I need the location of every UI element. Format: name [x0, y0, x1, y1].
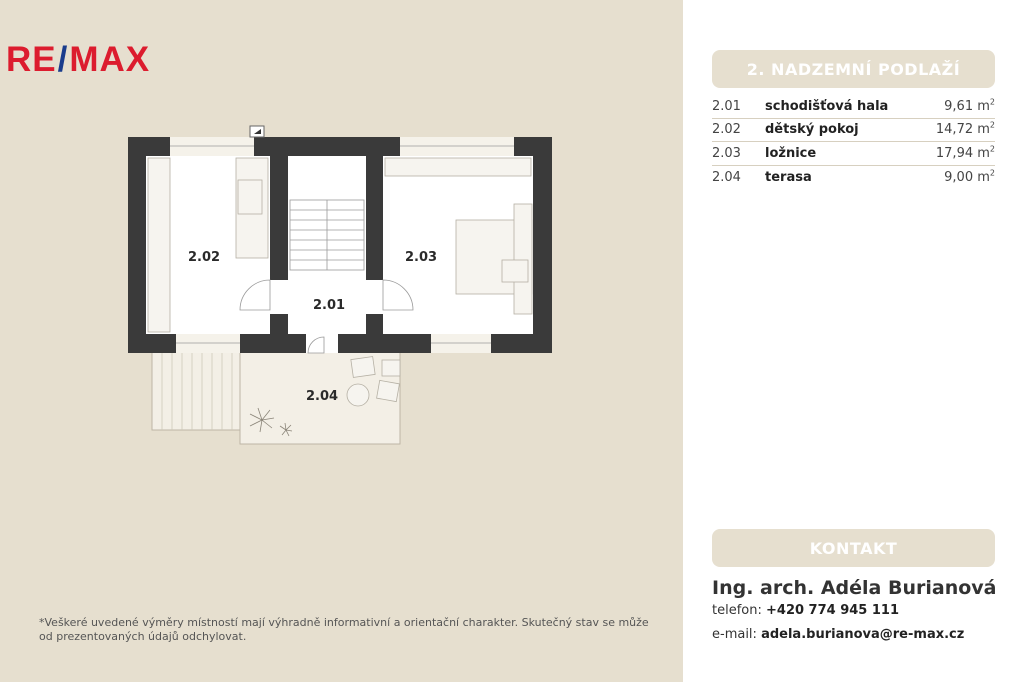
- floor-plan: [110, 120, 580, 460]
- email-line: [712, 627, 964, 642]
- room-area: 9,61 $m^2$: [944, 97, 995, 114]
- logo-slash: /: [57, 40, 69, 79]
- room-area: 17,94 $m^2$: [935, 144, 995, 161]
- room-area: 14,72 $m^2$: [935, 120, 995, 138]
- room-row: [712, 119, 995, 143]
- room-row: [712, 95, 995, 119]
- room-row: [712, 166, 995, 190]
- room-code: 2.01: [712, 98, 741, 114]
- remax-logo: [6, 40, 150, 80]
- room-code: 2.03: [712, 145, 741, 161]
- floor-plan-drawing: [110, 120, 580, 460]
- plan-label-201: 2.01: [313, 298, 346, 313]
- room-name: dětský pokoj: [765, 122, 859, 138]
- room-name: terasa: [765, 169, 812, 185]
- email-link[interactable]: adela.burianova@re-max.cz: [761, 627, 965, 642]
- plan-label-204: 2.04: [306, 389, 339, 404]
- room-code: 2.02: [712, 122, 741, 138]
- floor-title: 2. NADZEMNÍ PODLAŽÍ: [712, 50, 995, 88]
- email-label: e-mail:: [712, 627, 757, 642]
- logo-part-re: RE: [6, 40, 57, 79]
- room-row: [712, 142, 995, 166]
- room-name: ložnice: [765, 145, 817, 161]
- phone-label: telefon:: [712, 603, 762, 618]
- logo-part-max: MAX: [69, 40, 151, 79]
- room-table: [712, 95, 995, 189]
- plan-label-202: 2.02: [188, 250, 221, 265]
- agent-name: Ing. arch. Adéla Burianová: [712, 577, 997, 599]
- disclaimer: *Veškeré uvedené výměry místností mají výhradně informativní a orientační charakter. Skutečný stav se může od prezentovaných údajů odchylovat.: [39, 616, 649, 643]
- room-area: 9,00 $m^2$: [944, 168, 995, 185]
- phone-link[interactable]: +420 774 945 111: [766, 603, 900, 618]
- walkway: [152, 352, 240, 430]
- room-name: schodišťová hala: [765, 98, 889, 114]
- contact-title: KONTAKT: [712, 529, 995, 567]
- room-code: 2.04: [712, 169, 741, 185]
- plan-label-203: 2.03: [405, 250, 438, 265]
- phone-line: [712, 603, 899, 618]
